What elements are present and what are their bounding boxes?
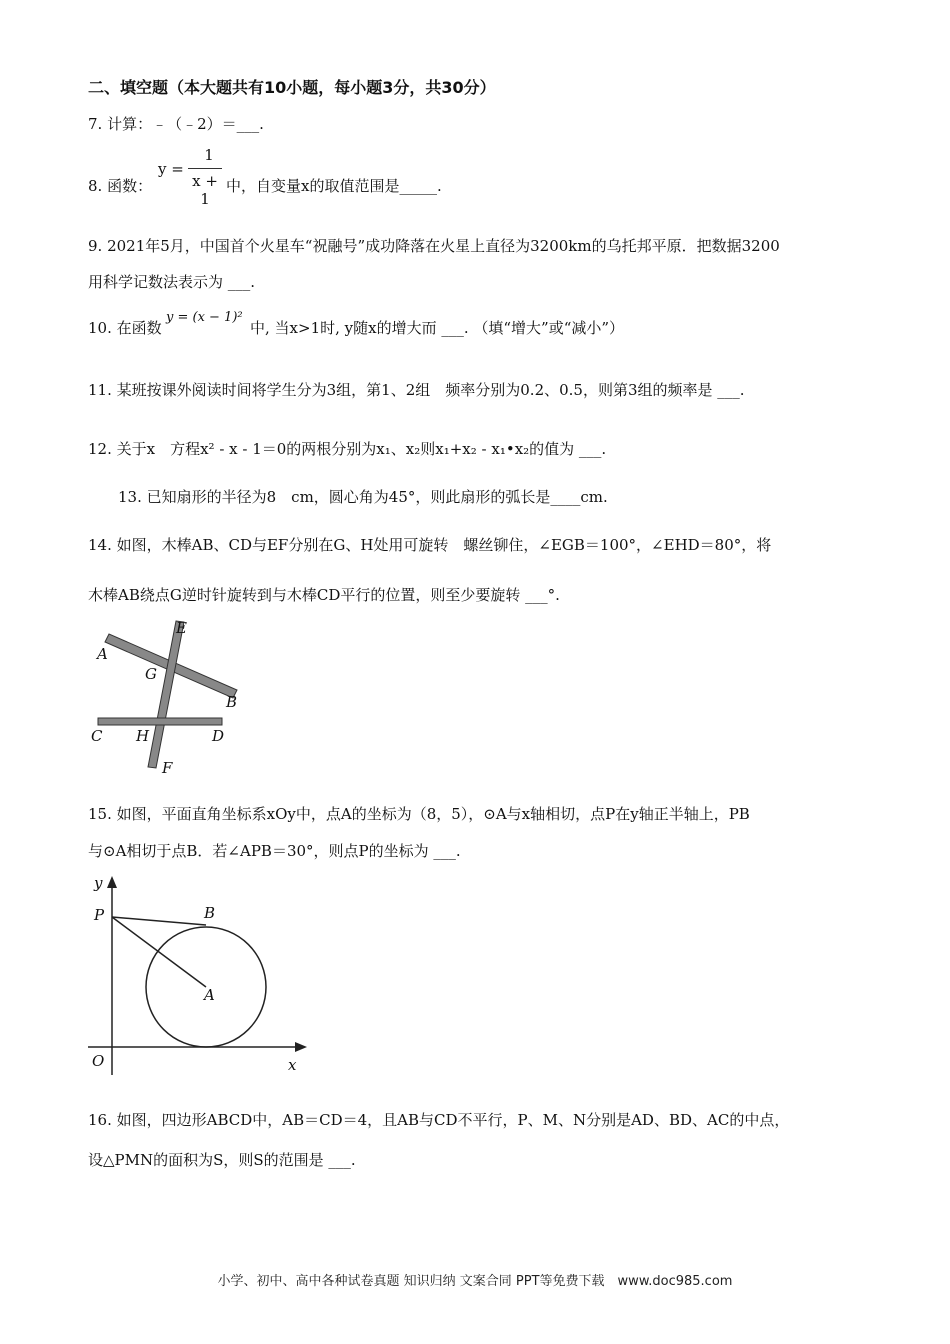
label-a: A [204,986,215,1004]
stick-ef [148,621,184,768]
question-10-suffix: 中, 当x>1时, y随x的增大而 ___. （填“增大”或“减小”） [250,319,625,337]
question-14-line1: 14. 如图，木棒AB、CD与EF分别在G、H处用可旋转 螺丝铆住，∠EGB＝100°，∠EHD＝80°，将 [88,536,772,554]
segment-pb [112,917,206,925]
question-14-line2: 木棒AB绕点G逆时针旋转到与木棒CD平行的位置，则至少要旋转 ___°. [88,586,560,604]
page-footer: 小学、初中、高中各种试卷真题 知识归纳 文案合同 PPT等免费下载 www.doc985.com [217,1274,733,1289]
label-x: x [288,1056,297,1074]
segment-pa [112,917,206,987]
question-9-line2: 用科学记数法表示为 ___. [88,273,256,291]
question-8-suffix: 中，自变量x的取值范围是_____. [226,177,442,195]
question-9-line1: 9. 2021年5月，中国首个火星车“祝融号”成功降落在火星上直径为3200km的乌托邦平原．把数据3200 [88,237,780,255]
q8-lhs: y = [158,160,184,178]
label-b: B [204,904,216,922]
stick-cd [98,718,222,725]
q8-fraction-bar [188,168,222,169]
x-arrow-icon [295,1042,307,1052]
q8-denominator: x + 1 [192,172,218,208]
label-c: C [91,727,103,745]
figure-15-coordinate [88,870,318,1080]
label-f: F [162,759,173,777]
question-13: 13. 已知扇形的半径为8 cm，圆心角为45°，则此扇形的弧长是____cm. [118,488,608,506]
question-12: 12. 关于x 方程x² - x - 1＝0的两根分别为x₁、x₂则x₁+x₂ - x₁•x₂的值为 ___. [88,440,607,458]
question-11: 11. 某班按课外阅读时间将学生分为3组，第1、2组 频率分别为0.2、0.5，则第3组的频率是 ___. [88,381,745,399]
question-15-line2: 与⊙A相切于点B．若∠APB＝30°，则点P的坐标为 ___. [88,842,461,860]
label-a: A [97,645,108,663]
q10-formula: y = (x − 1)² [166,310,243,325]
y-arrow-icon [107,876,117,888]
question-15-line1: 15. 如图，平面直角坐标系xOy中，点A的坐标为（8，5），⊙A与x轴相切，点P在y轴正半轴上，PB [88,805,750,823]
label-d: D [212,727,225,745]
label-p: P [94,906,105,924]
label-h: H [136,727,150,745]
question-16-line2: 设△PMN的面积为S，则S的范围是 ___. [88,1151,356,1169]
question-16-line1: 16. 如图，四边形ABCD中，AB＝CD＝4，且AB与CD不平行，P、M、N分别是AD、BD、AC的中点， [88,1111,790,1129]
question-10-prefix: 10. 在函数 [88,319,162,337]
label-g: G [145,665,157,683]
label-o: O [92,1052,105,1070]
q8-numerator: 1 [204,146,214,164]
question-7: 7. 计算：﹣（﹣2）＝___. [88,115,264,133]
label-b: B [226,693,238,711]
section-title: 二、填空题（本大题共有10小题，每小题3分，共30分） [88,78,496,97]
label-y: y [94,874,103,892]
question-8-prefix: 8. 函数： [88,177,153,195]
label-e: E [176,619,187,637]
figure-14-sticks [88,615,248,780]
